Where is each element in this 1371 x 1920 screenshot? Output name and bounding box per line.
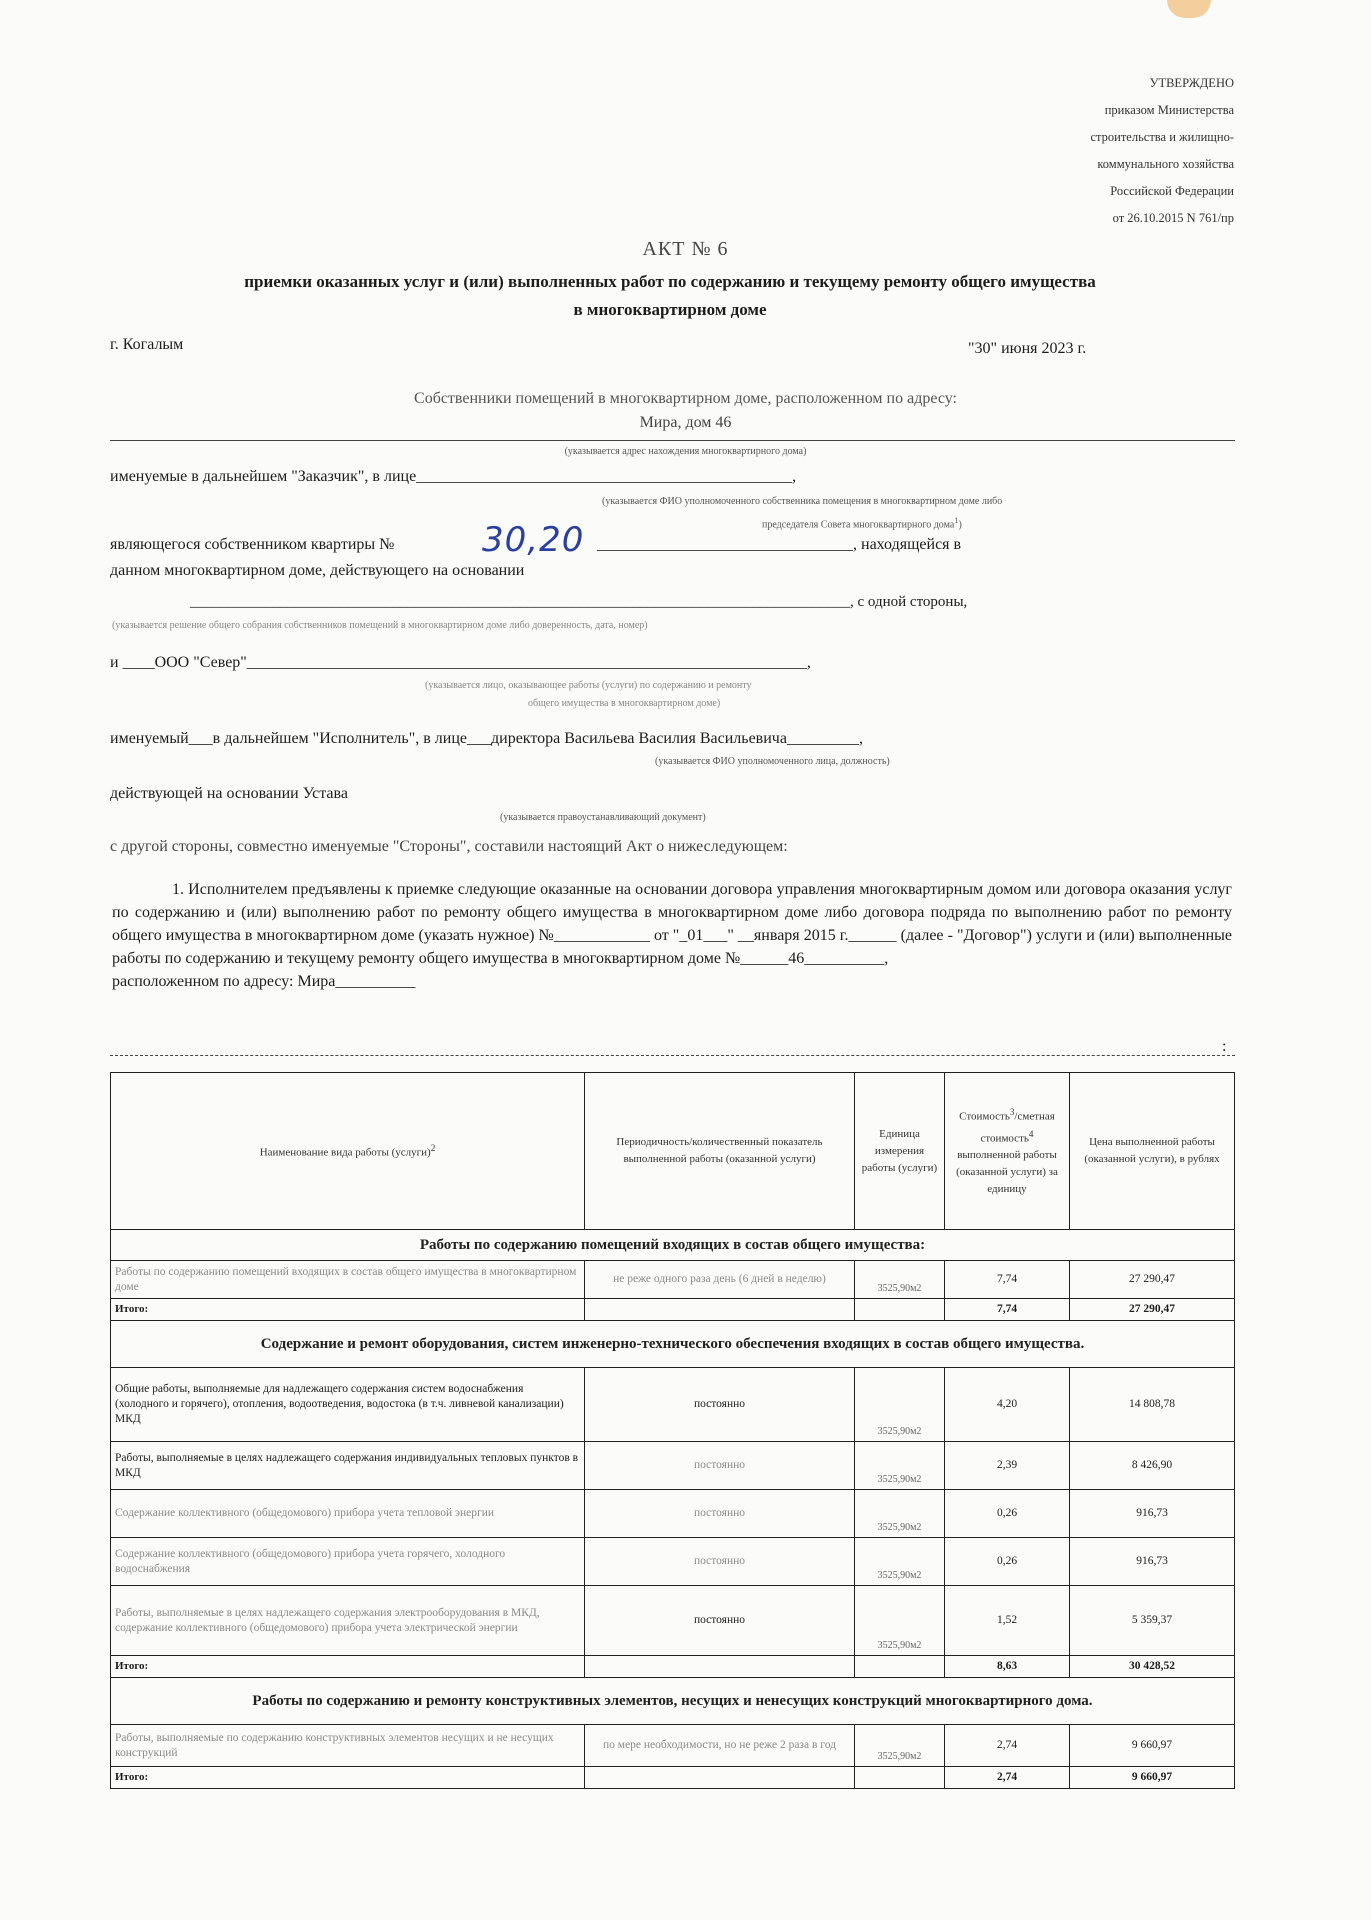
act-date: "30" июня 2023 г.	[968, 340, 1087, 357]
row-unit: 3525,90м2	[855, 1538, 945, 1586]
table-row	[111, 1368, 1235, 1442]
total-empty	[585, 1656, 855, 1678]
customer-note2	[762, 516, 962, 530]
works-table	[110, 1072, 1235, 1789]
approval-line: Российской Федерации	[1110, 184, 1234, 198]
approval-line: приказом Министерства	[1104, 103, 1234, 117]
table-header-row	[111, 1073, 1235, 1230]
row-periodicity: постоянно	[585, 1490, 855, 1538]
table-row	[111, 1725, 1235, 1767]
header-price: Цена выполненной работы (оказанной услуги), в рублях	[1070, 1073, 1235, 1230]
row-periodicity: по мере необходимости, но не реже 2 раза в год	[585, 1725, 855, 1767]
contractor-note1: (указывается лицо, оказывающее работы (услуги) по содержанию и ремонту	[425, 680, 752, 691]
header-cost	[945, 1073, 1070, 1230]
header-cost-pre: Стоимость	[959, 1110, 1010, 1123]
total-cost: 7,74	[945, 1299, 1070, 1321]
section-row	[111, 1321, 1235, 1368]
paragraph-1	[112, 878, 1232, 993]
header-cost-sup2: 4	[1028, 1128, 1034, 1139]
row-cost: 1,52	[945, 1586, 1070, 1656]
row-price: 916,73	[1070, 1490, 1235, 1538]
total-price: 27 290,47	[1070, 1299, 1235, 1321]
header-periodicity: Периодичность/количественный показатель выполненной работы (оказанной услуги)	[585, 1073, 855, 1230]
approval-line: строительства и жилищно-	[1090, 130, 1234, 144]
row-unit: 3525,90м2	[855, 1442, 945, 1490]
table-row	[111, 1538, 1235, 1586]
row-unit: 3525,90м2	[855, 1490, 945, 1538]
section3-title: Работы по содержанию и ремонту конструктивных элементов, несущих и ненесущих конструкций многоквартирного дома.	[111, 1678, 1235, 1725]
executor-line: именуемый___в дальнейшем "Исполнитель", в лице___директора Васильева Василия Васильевича_________,	[110, 730, 863, 747]
row-name: Содержание коллективного (общедомового) прибора учета горячего, холодного водоснабжения	[111, 1538, 585, 1586]
total-label: Итого:	[111, 1767, 585, 1789]
approval-block	[854, 70, 1234, 232]
owner-line2: данном многоквартирном доме, действующего на основании	[110, 562, 525, 579]
row-cost: 2,74	[945, 1725, 1070, 1767]
act-city: г. Когалым	[110, 336, 184, 353]
total-cost: 8,63	[945, 1656, 1070, 1678]
customer-note2-sup: 1	[954, 516, 959, 525]
customer-note2-end: )	[958, 519, 962, 531]
approval-line: коммунального хозяйства	[1097, 157, 1234, 171]
row-price: 916,73	[1070, 1538, 1235, 1586]
row-unit: 3525,90м2	[855, 1725, 945, 1767]
approval-line: УТВЕРЖДЕНО	[1149, 76, 1234, 90]
row-cost: 4,20	[945, 1368, 1070, 1442]
paragraph-underline	[110, 1055, 1235, 1056]
total-row	[111, 1767, 1235, 1789]
row-price: 5 359,37	[1070, 1586, 1235, 1656]
contractor-note2: общего имущества в многоквартирном доме)	[528, 698, 721, 709]
table-row	[111, 1261, 1235, 1299]
contractor-line: и ____ООО "Север"______________________________________________________________________,	[110, 654, 811, 671]
total-row	[111, 1656, 1235, 1678]
row-periodicity: постоянно	[585, 1538, 855, 1586]
total-label: Итого:	[111, 1656, 585, 1678]
paragraph-1-text: 1. Исполнителем предъявлены к приемке следующие оказанные на основании договора управления многоквартирным домом или договора оказания услуг по содержанию и (или) выполнению работ по ремонту общего имущества в многоквартирном доме либо договора подряда по выполнению работ по ремонту общего имущества в многоквартирном доме (указать нужное) №____________ от "_01___" __января 2015 г.______ (далее - "Договор") услуги и (или) выполненные работы по содержанию и текущему ремонту общего имущества в многоквартирном доме №______46__________,	[112, 881, 1232, 967]
total-empty	[585, 1767, 855, 1789]
other-side-line: с другой стороны, совместно именуемые "Стороны", составили настоящий Акт о нижеследующем:	[110, 838, 788, 855]
table-row	[111, 1442, 1235, 1490]
row-unit: 3525,90м2	[855, 1586, 945, 1656]
total-price: 9 660,97	[1070, 1767, 1235, 1789]
owner-line-end: ________________________________, находящейся в	[597, 536, 962, 553]
row-name: Общие работы, выполняемые для надлежащего содержания систем водоснабжения (холодного и горячего), отопления, водоотведения, водостока (в т.ч. ливневой канализации) МКД	[111, 1368, 585, 1442]
section-row	[111, 1230, 1235, 1261]
customer-note2-text: председателя Совета многоквартирного дома	[762, 519, 955, 531]
row-periodicity: постоянно	[585, 1586, 855, 1656]
row-periodicity: постоянно	[585, 1368, 855, 1442]
row-unit: 3525,90м2	[855, 1261, 945, 1299]
total-label: Итого:	[111, 1299, 585, 1321]
header-cost-sup1: 3	[1009, 1106, 1015, 1117]
row-price: 8 426,90	[1070, 1442, 1235, 1490]
section1-title: Работы по содержанию помещений входящих в состав общего имущества:	[111, 1230, 1235, 1261]
header-cost-post: выполненной работы (оказанной услуги) за единицу	[956, 1149, 1058, 1196]
header-name-text: Наименование вида работы (услуги)	[259, 1146, 431, 1159]
row-cost: 2,39	[945, 1442, 1070, 1490]
row-cost: 0,26	[945, 1538, 1070, 1586]
paragraph-trailing: :	[1222, 1038, 1227, 1055]
owners-text: Собственники помещений в многоквартирном доме, расположенном по адресу:	[414, 390, 957, 407]
apartment-handwritten: 30,20	[482, 520, 585, 560]
row-name: Содержание коллективного (общедомового) прибора учета тепловой энергии	[111, 1490, 585, 1538]
acting-note: (указывается правоустанавливающий документ)	[500, 812, 706, 823]
row-name: Работы, выполняемые в целях надлежащего содержания индивидуальных тепловых пунктов в МКД	[111, 1442, 585, 1490]
table-row	[111, 1490, 1235, 1538]
total-empty	[585, 1299, 855, 1321]
row-periodicity: постоянно	[585, 1442, 855, 1490]
row-name: Работы по содержанию помещений входящих в состав общего имущества в многоквартирном доме	[111, 1261, 585, 1299]
total-empty	[855, 1767, 945, 1789]
approval-line: от 26.10.2015 N 761/пр	[1112, 211, 1234, 225]
address-value: Мира, дом 46	[639, 414, 732, 431]
total-price: 30 428,52	[1070, 1656, 1235, 1678]
total-cost: 2,74	[945, 1767, 1070, 1789]
act-number: АКТ № 6	[642, 238, 729, 260]
basis-line: ________________________________________________________________________________________, с одной стороны,	[190, 594, 968, 610]
row-price: 27 290,47	[1070, 1261, 1235, 1299]
total-empty	[855, 1656, 945, 1678]
row-cost: 0,26	[945, 1490, 1070, 1538]
row-price: 9 660,97	[1070, 1725, 1235, 1767]
address-note: (указывается адрес нахождения многоквартирного дома)	[564, 446, 807, 457]
header-name	[111, 1073, 585, 1230]
customer-note1: (указывается ФИО уполномоченного собственника помещения в многоквартирном доме либо	[602, 496, 1003, 507]
row-name: Работы, выполняемые по содержанию конструктивных элементов несущих и не несущих конструкций	[111, 1725, 585, 1767]
section-row	[111, 1678, 1235, 1725]
header-cost-mid: /сметная стоимость	[980, 1110, 1055, 1145]
acting-line: действующей на основании Устава	[110, 785, 348, 802]
owner-line-start: являющегося собственником квартиры №	[110, 536, 395, 553]
act-title-line2: в многоквартирном доме	[573, 300, 767, 319]
table-row	[111, 1586, 1235, 1656]
act-title-line1: приемки оказанных услуг и (или) выполненных работ по содержанию и текущему ремонту общего имущества	[244, 272, 1096, 291]
total-row	[111, 1299, 1235, 1321]
header-name-sup: 2	[430, 1143, 436, 1154]
row-price: 14 808,78	[1070, 1368, 1235, 1442]
act-title	[105, 268, 1235, 324]
stamp-mark	[1167, 0, 1211, 18]
total-empty	[855, 1299, 945, 1321]
customer-line: именуемые в дальнейшем "Заказчик", в лице_______________________________________________,	[110, 468, 797, 485]
row-name: Работы, выполняемые в целях надлежащего содержания электрооборудования в МКД, содержание коллективного (общедомового) прибора учета электрической энергии	[111, 1586, 585, 1656]
address-underline	[110, 440, 1235, 441]
row-unit: 3525,90м2	[855, 1368, 945, 1442]
executor-note: (указывается ФИО уполномоченного лица, должность)	[655, 756, 890, 767]
section2-title: Содержание и ремонт оборудования, систем инженерно-технического обеспечения входящих в состав общего имущества.	[111, 1321, 1235, 1368]
basis-note: (указывается решение общего собрания собственников помещений в многоквартирном доме либо доверенность, дата, номер)	[112, 620, 648, 631]
paragraph-1-address: расположенном по адресу: Мира__________	[112, 973, 416, 990]
header-unit: Единица измерения работы (услуги)	[855, 1073, 945, 1230]
row-cost: 7,74	[945, 1261, 1070, 1299]
row-periodicity: не реже одного раза день (6 дней в неделю)	[585, 1261, 855, 1299]
